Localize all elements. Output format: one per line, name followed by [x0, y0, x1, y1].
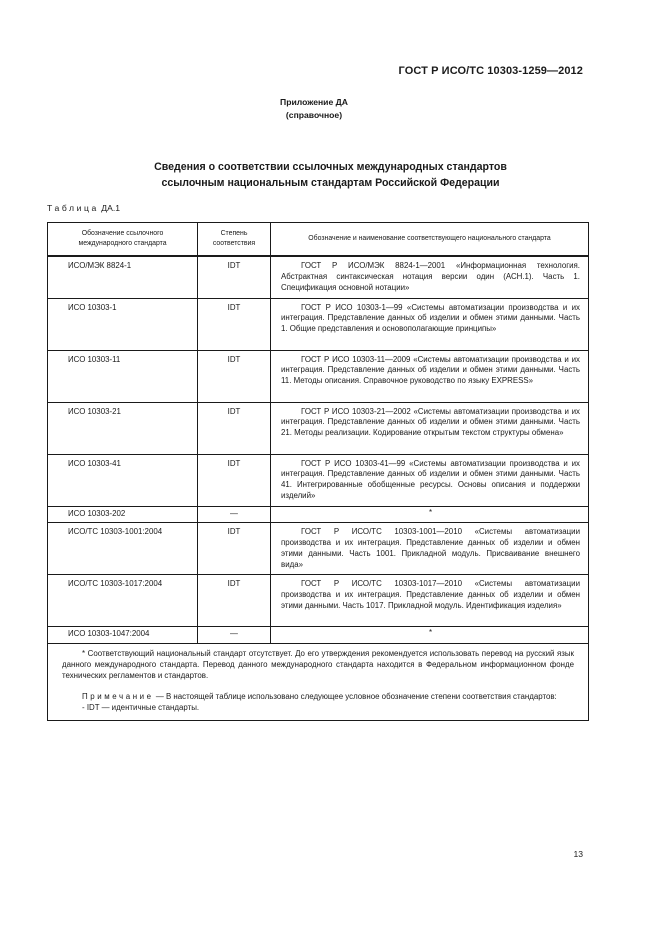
table-row	[48, 454, 589, 506]
page-number: 13	[573, 849, 583, 859]
table-caption	[47, 203, 120, 213]
intl-standard: ИСО 10303-11	[48, 350, 198, 402]
footnote: * Соответствующий национальный стандарт отсутствует. До его утверждения рекомендуется использовать перевод на русский язык данного международного стандарта. Перевод данного международного стандарта находится в Федеральном информационном фонде технических регламентов и стандартов.	[62, 649, 574, 680]
note-text: — В настоящей таблице использовано следующее условное обозначение степени соответствия стандартов:	[153, 692, 557, 702]
col-header-national: Обозначение и наименование соответствующего национального стандарта	[271, 223, 589, 257]
national-standard: ГОСТ Р ИСО 10303-1—99 «Системы автоматизации производства и их интеграция. Представление данных об изделии и обмен этими данными. Часть 1. Общие представления и основополагающие принципы»	[271, 298, 589, 350]
national-standard: *	[271, 506, 589, 523]
national-standard: ГОСТ Р ИСО/ТС 10303-1017—2010 «Системы автоматизации производства и их интеграция. Представление данных об изделии и обмен этими данными. Часть 1017. Прикладной модуль. Идентификация изделия»	[271, 575, 589, 627]
degree: IDT	[198, 350, 271, 402]
degree: IDT	[198, 256, 271, 298]
table-row	[48, 402, 589, 454]
national-standard: ГОСТ Р ИСО 10303-21—2002 «Системы автоматизации производства и их интеграция. Представление данных об изделии и обмен этими данными. Часть 21. Методы реализации. Кодирование открытым текстом структуры обмена»	[271, 402, 589, 454]
national-standard: ГОСТ Р ИСО 10303-11—2009 «Системы автоматизации производства и их интеграция. Представление данных об изделии и обмен этими данными. Часть 11. Методы описания. Справочное руководство по языку EXPRESS»	[271, 350, 589, 402]
table-notes	[48, 644, 589, 721]
degree: —	[198, 627, 271, 644]
national-standard: ГОСТ Р ИСО/ТС 10303-1001—2010 «Системы автоматизации производства и их интеграция. Представление данных об изделии и обмен этими данными. Часть 1001. Прикладной модуль. Присваивание внешнего вида»	[271, 523, 589, 575]
heading-line-1: Сведения о соответствии ссылочных международных стандартов	[154, 161, 507, 173]
table-header-row	[48, 223, 589, 257]
section-heading	[0, 159, 661, 191]
table-row	[48, 575, 589, 627]
appendix-title: Приложение ДА	[280, 97, 348, 107]
degree: IDT	[198, 402, 271, 454]
intl-standard: ИСО 10303-202	[48, 506, 198, 523]
document-code: ГОСТ Р ИСО/ТС 10303-1259—2012	[398, 65, 583, 77]
note-item: - IDT — идентичные стандарты.	[82, 703, 200, 713]
national-standard: *	[271, 627, 589, 644]
intl-standard: ИСО 10303-1047:2004	[48, 627, 198, 644]
degree: IDT	[198, 575, 271, 627]
table-row	[48, 350, 589, 402]
col-header-degree: Степень соответствия	[198, 223, 271, 257]
intl-standard: ИСО/ТС 10303-1017:2004	[48, 575, 198, 627]
degree: IDT	[198, 523, 271, 575]
appendix-block	[0, 96, 628, 122]
table-row	[48, 506, 589, 523]
table-notes-row	[48, 644, 589, 721]
degree: IDT	[198, 454, 271, 506]
degree: —	[198, 506, 271, 523]
appendix-subtitle: (справочное)	[285, 110, 343, 120]
note-label: Примечание	[82, 692, 154, 702]
col-header-intl: Обозначение ссылочного международного стандарта	[48, 223, 198, 257]
table-caption-number: ДА.1	[101, 203, 121, 213]
intl-standard: ИСО 10303-41	[48, 454, 198, 506]
national-standard: ГОСТ Р ИСО/МЭК 8824-1—2001 «Информационная технология. Абстрактная синтаксическая нотация версии один (АСН.1). Часть 1. Спецификация основной нотации»	[271, 256, 589, 298]
intl-standard: ИСО 10303-21	[48, 402, 198, 454]
intl-standard: ИСО/ТС 10303-1001:2004	[48, 523, 198, 575]
degree: IDT	[198, 298, 271, 350]
table-row	[48, 523, 589, 575]
correspondence-table	[47, 222, 589, 721]
note	[62, 692, 574, 703]
national-standard: ГОСТ Р ИСО 10303-41—99 «Системы автоматизации производства и их интеграция. Представление данных об изделии и обмен этими данными. Часть 41. Интегрированные обобщенные ресурсы. Основы описания и поддержки изделий»	[271, 454, 589, 506]
table-row	[48, 256, 589, 298]
intl-standard: ИСО/МЭК 8824-1	[48, 256, 198, 298]
heading-line-2: ссылочным национальным стандартам Российской Федерации	[161, 177, 500, 189]
table-row	[48, 627, 589, 644]
table-caption-label: Таблица	[47, 203, 99, 213]
table-row	[48, 298, 589, 350]
intl-standard: ИСО 10303-1	[48, 298, 198, 350]
